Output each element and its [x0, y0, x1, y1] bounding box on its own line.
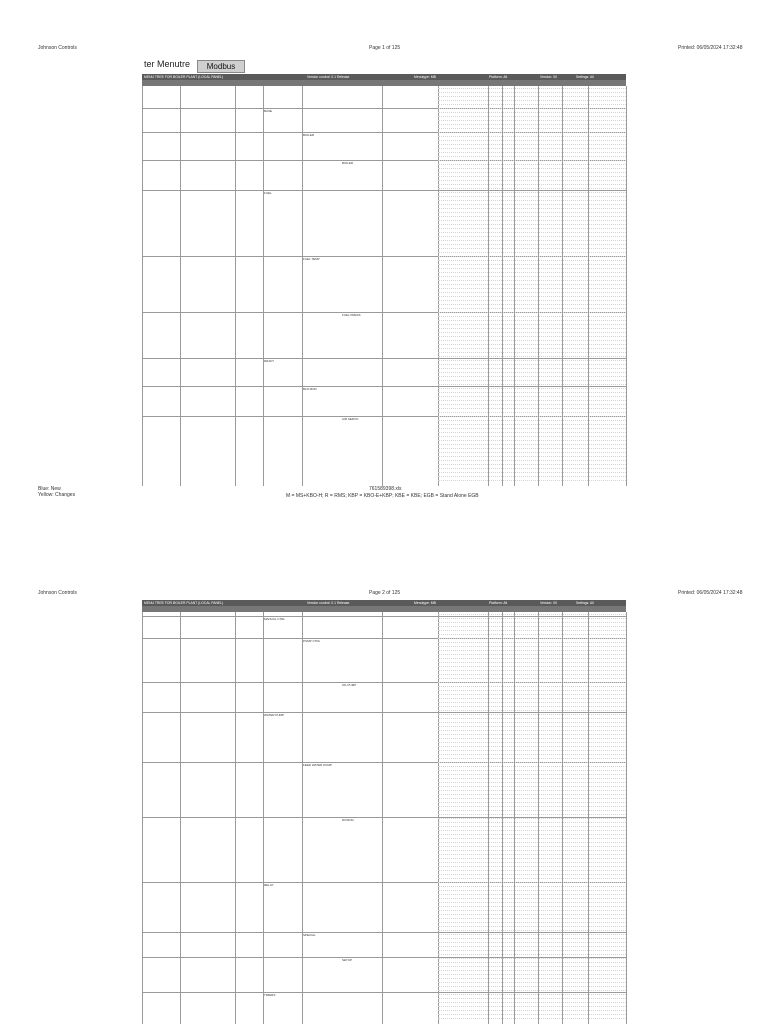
table-row-rule: [438, 436, 626, 437]
group-divider: [142, 190, 626, 191]
table-row-rule: [438, 966, 626, 967]
grid-column-line: [263, 612, 264, 1024]
group-label: MANUAL CTRL: [264, 617, 286, 621]
table-row-rule: [438, 902, 626, 903]
table-row-rule: [438, 818, 626, 819]
group-label: AIR SERVO: [342, 417, 359, 421]
table-row-rule: [438, 120, 626, 121]
table-row-rule: [438, 690, 626, 691]
table-row-rule: [438, 116, 626, 117]
table-row-rule: [438, 630, 626, 631]
table-row-rule: [438, 180, 626, 181]
table-row-rule: [438, 476, 626, 477]
table-row-rule: [438, 328, 626, 329]
table-row-rule: [438, 858, 626, 859]
table-row-rule: [438, 472, 626, 473]
group-label: WATER PUMP: [264, 713, 284, 717]
table-row-rule: [438, 994, 626, 995]
table-row-rule: [438, 702, 626, 703]
table-row-rule: [438, 176, 626, 177]
table-row-rule: [438, 806, 626, 807]
printed-timestamp: Printed: 06/05/2024 17:32:48: [678, 45, 743, 51]
table-row-rule: [438, 248, 626, 249]
table-row-rule: [438, 212, 626, 213]
table-row-rule: [438, 794, 626, 795]
document-page-2: [0, 580, 768, 1024]
sheet-grid: [142, 612, 626, 1024]
table-row-rule: [438, 300, 626, 301]
grid-column-line: [488, 86, 489, 486]
grid-column-line: [302, 612, 303, 1024]
header-band-c2: Platform: All: [489, 75, 508, 79]
table-row-rule: [438, 196, 626, 197]
table-row-rule: [438, 388, 626, 389]
table-row-rule: [438, 730, 626, 731]
table-row-rule: [438, 376, 626, 377]
table-row-rule: [438, 284, 626, 285]
table-row-rule: [438, 380, 626, 381]
table-row-rule: [438, 1002, 626, 1003]
table-row-rule: [438, 96, 626, 97]
sheet-title: ter Menutre: [144, 59, 191, 69]
page-number: Page 2 of 125: [369, 590, 401, 596]
table-row-rule: [438, 184, 626, 185]
table-row-rule: [438, 934, 626, 935]
legend-new: Blue: New: [38, 486, 61, 492]
table-row-rule: [438, 950, 626, 951]
table-row-rule: [438, 898, 626, 899]
table-row-rule: [438, 308, 626, 309]
grid-column-line: [142, 612, 143, 1024]
table-row-rule: [438, 866, 626, 867]
table-row-rule: [438, 666, 626, 667]
sheet-grid: [142, 86, 626, 486]
table-row-rule: [438, 372, 626, 373]
table-row-rule: [438, 1010, 626, 1011]
table-row-rule: [438, 108, 626, 109]
table-row-rule: [438, 352, 626, 353]
group-divider: [142, 932, 626, 933]
table-row-rule: [438, 168, 626, 169]
table-row-rule: [438, 978, 626, 979]
table-row-rule: [438, 272, 626, 273]
table-row-rule: [438, 152, 626, 153]
table-row-rule: [438, 746, 626, 747]
table-row-rule: [438, 88, 626, 89]
table-row-rule: [438, 910, 626, 911]
table-row-rule: [438, 464, 626, 465]
table-row-rule: [438, 862, 626, 863]
table-row-rule: [438, 698, 626, 699]
table-row-rule: [438, 364, 626, 365]
header-band-c2: Platform: All: [489, 601, 508, 605]
table-row-rule: [438, 216, 626, 217]
table-row-rule: [438, 420, 626, 421]
header-band-left: MENU TREE FOR BOILER PLANT (LOCAL PANEL): [144, 75, 224, 79]
table-row-rule: [438, 156, 626, 157]
table-row-rule: [438, 618, 626, 619]
table-row-rule: [438, 324, 626, 325]
table-row-rule: [438, 642, 626, 643]
table-row-rule: [438, 678, 626, 679]
header-band-left: MENU TREE FOR BOILER PLANT (LOCAL PANEL): [144, 601, 224, 605]
table-row-rule: [438, 982, 626, 983]
grid-column-line: [235, 612, 236, 1024]
table-row-rule: [438, 846, 626, 847]
table-row-rule: [438, 332, 626, 333]
group-label: TIMERS: [264, 993, 276, 997]
table-row-rule: [438, 962, 626, 963]
table-row-rule: [438, 264, 626, 265]
table-row-rule: [438, 164, 626, 165]
grid-column-line: [180, 612, 181, 1024]
grid-column-line: [302, 86, 303, 486]
grid-column-line: [538, 86, 539, 486]
table-row-rule: [438, 774, 626, 775]
group-label: OIL PUMP: [342, 683, 357, 687]
table-row-rule: [438, 100, 626, 101]
footer-legend: M = MS+KBO-H; R = RMS; KBP = KBO-E+KBP; KBE = KBE; EGB = Stand Alone EGB: [286, 493, 479, 499]
printed-timestamp: Printed: 06/05/2024 17:32:48: [678, 590, 743, 596]
table-row-rule: [438, 694, 626, 695]
table-row-rule: [438, 742, 626, 743]
table-row-rule: [438, 160, 626, 161]
table-row-rule: [438, 432, 626, 433]
table-row-rule: [438, 890, 626, 891]
table-row-rule: [438, 384, 626, 385]
modbus-label: Modbus: [197, 60, 245, 73]
table-row-rule: [438, 674, 626, 675]
table-row-rule: [438, 208, 626, 209]
group-divider: [142, 386, 626, 387]
table-row-rule: [438, 894, 626, 895]
table-row-rule: [438, 810, 626, 811]
table-row-rule: [438, 654, 626, 655]
table-row-rule: [438, 882, 626, 883]
table-row-rule: [438, 188, 626, 189]
table-row-rule: [438, 786, 626, 787]
table-row-rule: [438, 758, 626, 759]
table-row-rule: [438, 392, 626, 393]
table-row-rule: [438, 424, 626, 425]
table-row-rule: [438, 256, 626, 257]
table-row-rule: [438, 946, 626, 947]
header-band-c5: Settings: All: [576, 601, 594, 605]
table-row-rule: [438, 360, 626, 361]
table-row-rule: [438, 276, 626, 277]
table-row-rule: [438, 726, 626, 727]
group-divider: [142, 712, 626, 713]
table-row-rule: [438, 348, 626, 349]
grid-column-line: [626, 612, 627, 1024]
table-row-rule: [438, 942, 626, 943]
table-row-rule: [438, 340, 626, 341]
group-divider: [142, 616, 626, 617]
table-row-rule: [438, 754, 626, 755]
table-row-rule: [438, 922, 626, 923]
table-row-rule: [438, 480, 626, 481]
legend-changes: Yellow: Changes: [38, 492, 76, 498]
table-row-rule: [438, 444, 626, 445]
table-row-rule: [438, 148, 626, 149]
group-label: SPECIAL: [303, 933, 316, 937]
group-label: DOSING: [342, 818, 354, 822]
table-row-rule: [438, 304, 626, 305]
group-label: RELAY: [264, 883, 274, 887]
header-band-c4: Version: 00: [540, 75, 557, 79]
table-row-rule: [438, 802, 626, 803]
table-row-rule: [438, 400, 626, 401]
table-row-rule: [438, 320, 626, 321]
spreadsheet-page-2: [142, 600, 626, 1024]
grid-column-line: [235, 86, 236, 486]
table-row-rule: [438, 128, 626, 129]
company-name: Johnson Controls: [38, 45, 77, 51]
table-row-rule: [438, 292, 626, 293]
table-row-rule: [438, 460, 626, 461]
table-row-rule: [438, 778, 626, 779]
table-row-rule: [438, 312, 626, 313]
table-row-rule: [438, 658, 626, 659]
group-label: FEED WATER PUMP: [303, 763, 332, 767]
grid-column-line: [180, 86, 181, 486]
grid-column-line: [562, 86, 563, 486]
header-band-c5: Settings: All: [576, 75, 594, 79]
table-row-rule: [438, 244, 626, 245]
table-row-rule: [438, 408, 626, 409]
table-row-rule: [438, 200, 626, 201]
table-row-rule: [438, 646, 626, 647]
table-row-rule: [438, 766, 626, 767]
table-row-rule: [438, 468, 626, 469]
table-row-rule: [438, 136, 626, 137]
table-row-rule: [438, 770, 626, 771]
table-row-rule: [438, 232, 626, 233]
header-band-mid: Version control: 0.1 Release: [307, 75, 350, 79]
table-row-rule: [438, 790, 626, 791]
table-row-rule: [438, 918, 626, 919]
table-row-rule: [438, 440, 626, 441]
table-row-rule: [438, 614, 626, 615]
table-row-rule: [438, 650, 626, 651]
table-row-rule: [438, 192, 626, 193]
table-row-rule: [438, 316, 626, 317]
table-row-rule: [438, 296, 626, 297]
table-row-rule: [438, 874, 626, 875]
group-label: DRAFT: [264, 359, 274, 363]
group-label: FUEL: [264, 191, 272, 195]
table-row-rule: [438, 448, 626, 449]
table-row-rule: [438, 710, 626, 711]
table-row-rule: [438, 104, 626, 105]
company-name: Johnson Controls: [38, 590, 77, 596]
table-row-rule: [438, 782, 626, 783]
table-row-rule: [438, 762, 626, 763]
group-divider: [142, 992, 626, 993]
table-row-rule: [438, 734, 626, 735]
table-row-rule: [438, 452, 626, 453]
group-divider: [142, 358, 626, 359]
table-row-rule: [438, 662, 626, 663]
grid-column-line: [382, 612, 383, 1024]
table-row-rule: [438, 412, 626, 413]
table-row-rule: [438, 280, 626, 281]
table-row-rule: [438, 124, 626, 125]
table-row-rule: [438, 914, 626, 915]
table-row-rule: [438, 970, 626, 971]
group-label: BOILER: [303, 133, 315, 137]
table-row-rule: [438, 958, 626, 959]
table-row-rule: [438, 706, 626, 707]
table-row-rule: [438, 926, 626, 927]
table-row-rule: [438, 974, 626, 975]
table-row-rule: [438, 830, 626, 831]
grid-column-line: [263, 86, 264, 486]
table-row-rule: [438, 850, 626, 851]
table-row-rule: [438, 722, 626, 723]
table-row-rule: [438, 878, 626, 879]
table-row-rule: [438, 220, 626, 221]
table-row-rule: [438, 224, 626, 225]
table-row-rule: [438, 92, 626, 93]
header-band-mid: Version control: 0.1 Release: [307, 601, 350, 605]
table-row-rule: [438, 260, 626, 261]
table-row-rule: [438, 870, 626, 871]
table-row-rule: [438, 1006, 626, 1007]
table-row-rule: [438, 288, 626, 289]
table-row-rule: [438, 954, 626, 955]
page-number: Page 1 of 125: [369, 45, 401, 51]
grid-column-line: [514, 86, 515, 486]
table-row-rule: [438, 714, 626, 715]
group-label: FUEL TEMP: [303, 257, 320, 261]
table-row-rule: [438, 1014, 626, 1015]
table-row-rule: [438, 140, 626, 141]
table-row-rule: [438, 822, 626, 823]
table-row-rule: [438, 228, 626, 229]
table-row-rule: [438, 144, 626, 145]
table-row-rule: [438, 826, 626, 827]
table-row-rule: [438, 986, 626, 987]
table-row-rule: [438, 622, 626, 623]
table-row-rule: [438, 404, 626, 405]
table-row-rule: [438, 240, 626, 241]
group-label: BOILER: [342, 161, 354, 165]
table-row-rule: [438, 626, 626, 627]
table-row-rule: [438, 906, 626, 907]
table-row-rule: [438, 456, 626, 457]
table-row-rule: [438, 204, 626, 205]
table-row-rule: [438, 738, 626, 739]
table-row-rule: [438, 886, 626, 887]
table-row-rule: [438, 344, 626, 345]
table-row-rule: [438, 112, 626, 113]
group-label: FUEL PRESS: [342, 313, 361, 317]
group-label: PUMP CTRL: [303, 639, 321, 643]
table-row-rule: [438, 838, 626, 839]
table-row-rule: [438, 938, 626, 939]
header-band-c1: Menutype: MB: [414, 601, 436, 605]
table-row-rule: [438, 416, 626, 417]
table-row-rule: [438, 1018, 626, 1019]
table-row-rule: [438, 686, 626, 687]
table-row-rule: [438, 718, 626, 719]
table-row-rule: [438, 634, 626, 635]
grid-column-line: [588, 86, 589, 486]
table-row-rule: [438, 356, 626, 357]
grid-column-line: [438, 86, 439, 486]
grid-column-line: [626, 86, 627, 486]
table-row-rule: [438, 998, 626, 999]
table-row-rule: [438, 336, 626, 337]
table-row-rule: [438, 428, 626, 429]
grid-column-line: [142, 86, 143, 486]
table-row-rule: [438, 268, 626, 269]
table-row-rule: [438, 670, 626, 671]
table-row-rule: [438, 236, 626, 237]
table-row-rule: [438, 252, 626, 253]
table-row-rule: [438, 842, 626, 843]
table-row-rule: [438, 854, 626, 855]
grid-column-line: [502, 86, 503, 486]
header-band-c1: Menutype: MB: [414, 75, 436, 79]
group-label: BLR MOD: [303, 387, 317, 391]
header-band-c4: Version: 00: [540, 601, 557, 605]
spreadsheet-page-1: [142, 58, 626, 486]
sheet-title-bar: [142, 58, 626, 75]
group-label: SETUP: [342, 958, 353, 962]
footer-filename: 761589398.xls: [369, 486, 402, 492]
table-row-rule: [438, 834, 626, 835]
table-row-rule: [438, 930, 626, 931]
table-row-rule: [438, 990, 626, 991]
table-row-rule: [438, 750, 626, 751]
table-row-rule: [438, 368, 626, 369]
grid-column-line: [382, 86, 383, 486]
table-row-rule: [438, 798, 626, 799]
table-row-rule: [438, 638, 626, 639]
table-row-rule: [438, 396, 626, 397]
table-row-rule: [438, 682, 626, 683]
table-row-rule: [438, 132, 626, 133]
group-label: BASE: [264, 109, 273, 113]
table-row-rule: [438, 814, 626, 815]
table-row-rule: [438, 172, 626, 173]
